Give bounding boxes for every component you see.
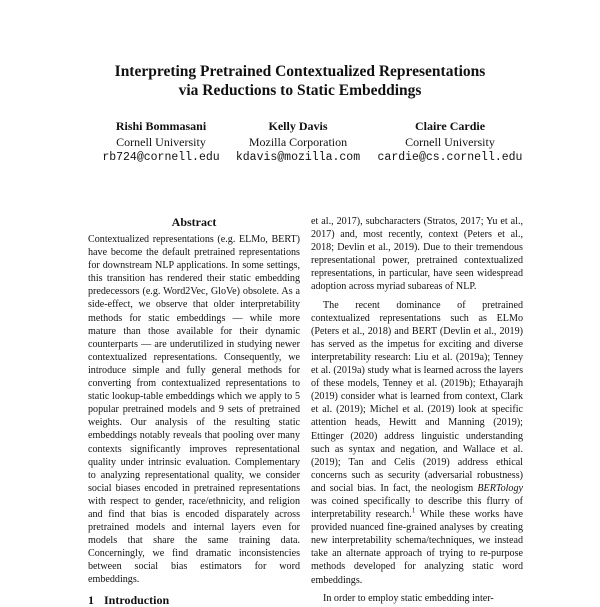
abstract-heading: Abstract [171,215,217,229]
title-line-1: Interpreting Pretrained Contextualized Representations [114,63,486,80]
author-email: rb724@cornell.edu [102,151,220,164]
author-affiliation: Cornell University [405,135,495,149]
body-paragraph-1: et al., 2017), subcharacters (Stratos, 2017; Yu et al., 2017) and, most recently, context (Peters et al., 2018; Devlin et al., 2019). Due to their tremendous representational power, pretrained contextualized representations, in particular, have seen widespread adoption across myriad subareas of NLP. [311,216,523,293]
body-paragraph-3: In order to employ static embedding inter- [323,592,494,604]
author-affiliation: Mozilla Corporation [248,135,348,149]
right-column [311,215,523,605]
author-2 [223,118,373,166]
author-name: Claire Cardie [414,119,486,133]
author-name: Kelly Davis [268,119,328,133]
left-column [88,214,300,607]
paper-title [0,62,600,100]
paragraph-2-text-b: was coined specifically to describe this flurry of interpretability research. [311,495,523,521]
abstract-text: Contextualized representations (e.g. ELMo, BERT) have become the default pretrained representations for downstream NLP applications. In some settings, this transition has rendered their static embedding predecessors (e.g. Word2Vec, GloVe) obsolete. As a side-effect, we observe that older interpretability methods for static embeddings — while more mature than those available for their dynamic counterparts — are underutilized in studying newer contextualized representations. Consequently, we introduce simple and fully general methods for converting from contextualized representations to static lookup-table embeddings which we apply to 5 popular pretrained models and 9 sets of pretrained weights. Our analysis of the resulting static embeddings notably reveals that pooling over many contexts significantly improves representational quality under intrinsic evaluation. Complementary to analyzing representational quality, we consider social biases encoded in pretrained representations with respect to gender, race/ethnicity, and religion and find that bias is encoded disparately across pretrained models and internal layers even for models that share the same training data. Concerningly, we find dramatic inconsistencies between social bias estimators for word embeddings. [88,234,300,586]
footnote-marker[interactable]: 1 [411,506,416,515]
bertology-term: BERTology [477,482,523,494]
author-name: Rishi Bommasani [115,119,207,133]
author-block [0,118,600,168]
paragraph-2-text-a: The recent dominance of pretrained contextualized representations such as ELMo (Peters et al., 2018) and BERT (Devlin et al., 2019) has served as the impetus for exciting and diverse interpretability research: Liu et al. (2019a); Tenney et al. (2019a) study what is learned across the layers of these models, Tenney et al. (2019b); Ethayarajh (2019) consider what is learned from context, Clark et al. (2019); Michel et al. (2019) look at specific attention heads, Hewitt and Manning (2019); Ettinger (2020) address linguistic understanding such as syntax and negation, and Wallace et al. (2019); Tan and Celis (2019) address ethical concerns such as security (adversarial robustness) and social bias. In fact, the neologism [311,299,523,494]
author-email: cardie@cs.cornell.edu [377,151,523,164]
section-number: 1 [88,592,94,607]
title-line-2: via Reductions to Static Embeddings [178,82,422,99]
body-paragraph-2 [311,299,523,587]
author-3 [370,118,530,166]
author-email: kdavis@mozilla.com [235,151,361,164]
author-1 [86,118,236,166]
paragraph-2-text-c: While these works have provided nuanced fine-grained analyses by creating new interpretability schema/techniques, we instead take an alternate approach of trying to re-purpose methods developed for analyzing static word embeddings. [311,509,524,586]
section-title: Introduction [104,592,170,607]
author-affiliation: Cornell University [116,135,206,149]
